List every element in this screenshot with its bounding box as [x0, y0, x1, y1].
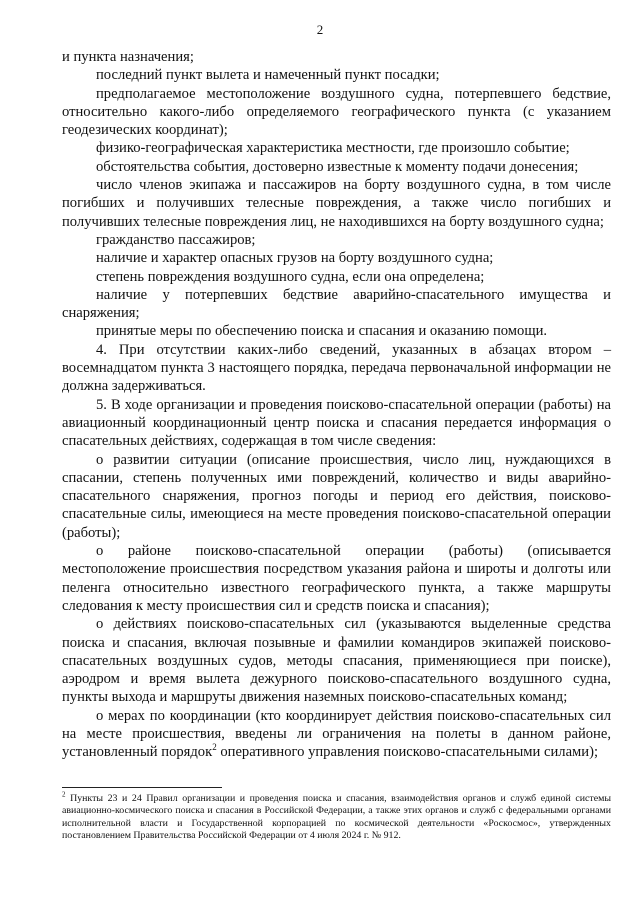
- footnote-text: Пункты 23 и 24 Правил организации и проведения поиска и спасания, взаимодействия органов и служб единой системы авиационно-космического поиска и спасания в Российской Федерации, а также этих органов и служб с федеральными органами исполнительной власти и Государственной корпорацией по космической деятельности «Роскосмос», утвержденных постановлением Правительства Российской Федерации от 4 июля 2024 г. № 912.: [62, 793, 611, 842]
- list-item-forces-actions: о действиях поисково-спасательных сил (указываются выделенные средства поиска и спасания, включая позывные и фамилии командиров экипажей поисково-спасательных воздушных судов, методы спасания, применяющиеся при поиске), аэродром и время вылета дежурного поисково-спасательного воздушного судна, пункты выхода и маршруты движения наземных поисково-спасательных команд;: [62, 616, 611, 706]
- list-item-terrain: физико-географическая характеристика местности, где произошло событие;: [96, 140, 570, 157]
- clause-5: 5. В ходе организации и проведения поисково-спасательной операции (работы) на авиационный координационный центр поиска и спасания передается информация о спасательных действиях, содержащая в том числе сведения:: [62, 396, 611, 450]
- list-item-crew-passengers: число членов экипажа и пассажиров на борту воздушного судна, в том числе погибших и получивших телесные повреждения, а также число погибших и получивших телесные повреждения лиц, не находившихся на борту воздушного судна;: [62, 177, 611, 230]
- page-number: 2: [316, 22, 324, 37]
- footnote-divider: [62, 787, 222, 788]
- footnote-reference: 2: [212, 742, 217, 753]
- coordination-text: о мерах по координации (кто координирует действия поисково-спасательных сил на месте происшествия, введены ли ограничения на полеты в данном районе, установленный порядок: [62, 707, 611, 761]
- list-item-damage: степень повреждения воздушного судна, если она определена;: [96, 268, 485, 285]
- list-item-coordination: [62, 707, 611, 762]
- list-item-departure-landing: последний пункт вылета и намеченный пункт посадки;: [96, 67, 440, 84]
- list-item-location: предполагаемое местоположение воздушного судна, потерпевшего бедствие, относительно какого-либо определяемого географического пункта (с указанием геодезических координат);: [62, 85, 611, 139]
- clause-4: 4. При отсутствии каких-либо сведений, указанных в абзацах втором – восемнадцатом пункта 3 настоящего порядка, передача первоначальной информации не должна задерживаться.: [62, 341, 611, 395]
- footnote: [62, 790, 611, 843]
- footnote-marker: 2: [62, 790, 66, 799]
- list-item-area: о районе поисково-спасательной операции (работы) (описывается местоположение происшествия посредством указания района и широты и долготы или пеленга относительно известного географического пункта, а также маршруты следования к месту происшествия сил и средств поиска и спасания);: [62, 543, 611, 614]
- list-item-citizenship: гражданство пассажиров;: [96, 231, 256, 248]
- list-item-circumstances: обстоятельства события, достоверно известные к моменту подачи донесения;: [96, 158, 579, 175]
- paragraph-continuation: и пункта назначения;: [62, 49, 194, 65]
- document-body: [62, 48, 611, 762]
- list-item-rescue-equipment: наличие у потерпевших бедствие аварийно-спасательного имущества и снаряжения;: [62, 286, 611, 322]
- list-item-dangerous-goods: наличие и характер опасных грузов на борту воздушного судна;: [96, 250, 494, 267]
- list-item-situation: о развитии ситуации (описание происшествия, число лиц, нуждающихся в спасании, степень полученных ими повреждений, количество и виды аварийно-спасательного снаряжения, прогноз погоды и период его действия, поисково-спасательные силы, имеющиеся на месте проведения поисково-спасательной операции (работы);: [62, 451, 611, 541]
- list-item-measures: принятые меры по обеспечению поиска и спасания и оказанию помощи.: [96, 323, 548, 340]
- coordination-text-end: оперативного управления поисково-спасательными силами);: [216, 744, 599, 761]
